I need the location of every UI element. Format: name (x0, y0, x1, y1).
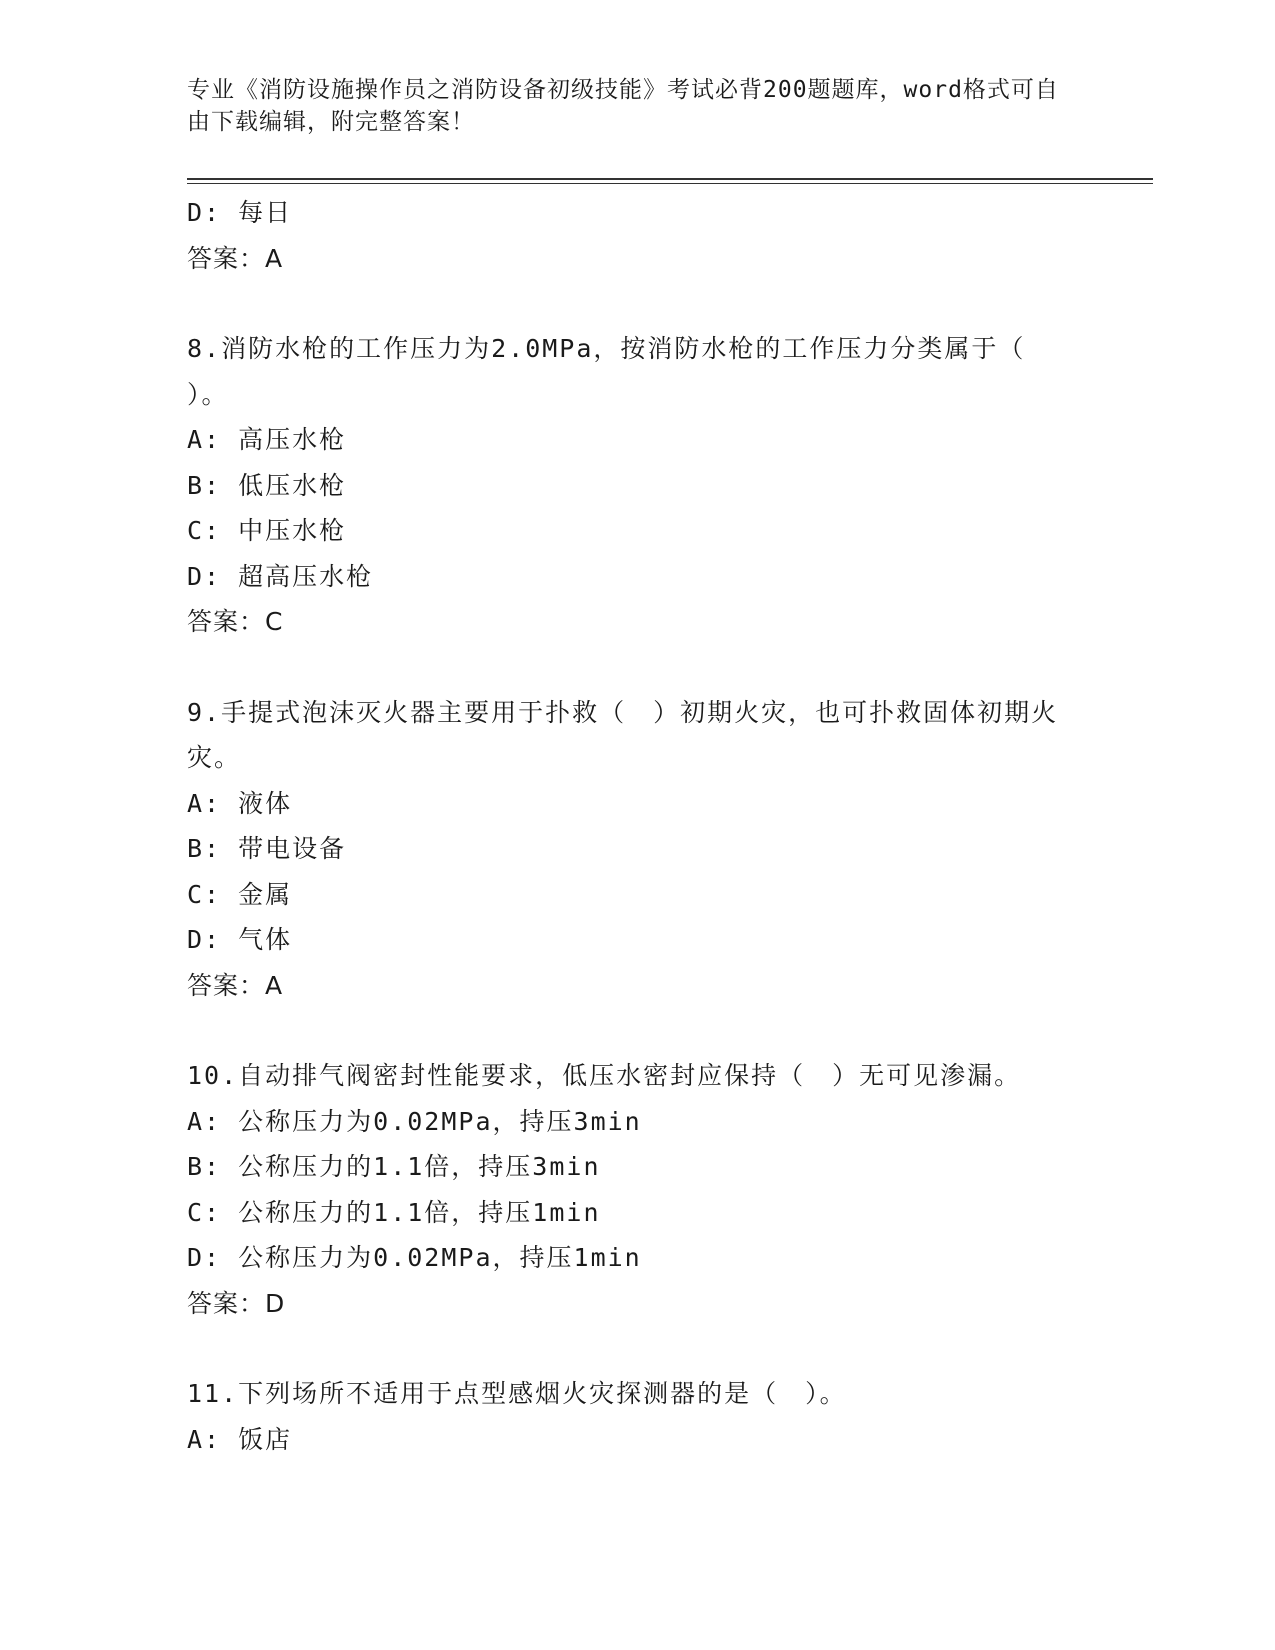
question-stem: 8.消防水枪的工作压力为2.0MPa，按消防水枪的工作压力分类属于（ ）。 (187, 334, 1026, 409)
question-stem: 11.下列场所不适用于点型感烟火灾探测器的是（ ）。 (187, 1379, 847, 1408)
option-b: B: 低压水枪 (187, 470, 347, 500)
answer-label: 答案：A (187, 970, 284, 1000)
answer-label: 答案：D (187, 1288, 286, 1318)
page-header (187, 74, 1067, 138)
option-d: D: 超高压水枪 (187, 561, 374, 591)
answer-label: 答案：C (187, 607, 284, 636)
question-9 (187, 690, 1087, 1009)
option-a: A: 液体 (187, 788, 293, 818)
option-b: B: 带电设备 (187, 834, 347, 863)
header-divider-thin (187, 183, 1153, 184)
question-8 (187, 326, 1087, 645)
question-11 (187, 1371, 1087, 1462)
previous-question-tail (187, 190, 1087, 281)
question-10 (187, 1053, 1087, 1326)
option-c: C: 金属 (187, 879, 293, 909)
answer-label: 答案：A (187, 243, 284, 273)
option-a: A: 公称压力为0.02MPa，持压3min (187, 1106, 642, 1136)
header-text: 专业《消防设施操作员之消防设备初级技能》考试必背200题题库，word格式可自由下载编辑，附完整答案！ (187, 77, 1059, 135)
question-stem: 9.手提式泡沫灭火器主要用于扑救（ ）初期火灾，也可扑救固体初期火灾。 (187, 697, 1059, 772)
document-body (187, 190, 1087, 1462)
option-c: C: 中压水枪 (187, 516, 347, 545)
option-d: D: 气体 (187, 925, 293, 954)
option-d: D: 每日 (187, 198, 293, 227)
option-c: C: 公称压力的1.1倍，持压1min (187, 1197, 601, 1227)
option-a: A: 饭店 (187, 1424, 293, 1454)
option-d: D: 公称压力为0.02MPa，持压1min (187, 1243, 642, 1272)
option-b: B: 公称压力的1.1倍，持压3min (187, 1152, 601, 1181)
question-stem: 10.自动排气阀密封性能要求，低压水密封应保持（ ）无可见渗漏。 (187, 1061, 1022, 1090)
header-divider (187, 178, 1153, 180)
option-a: A: 高压水枪 (187, 425, 347, 454)
